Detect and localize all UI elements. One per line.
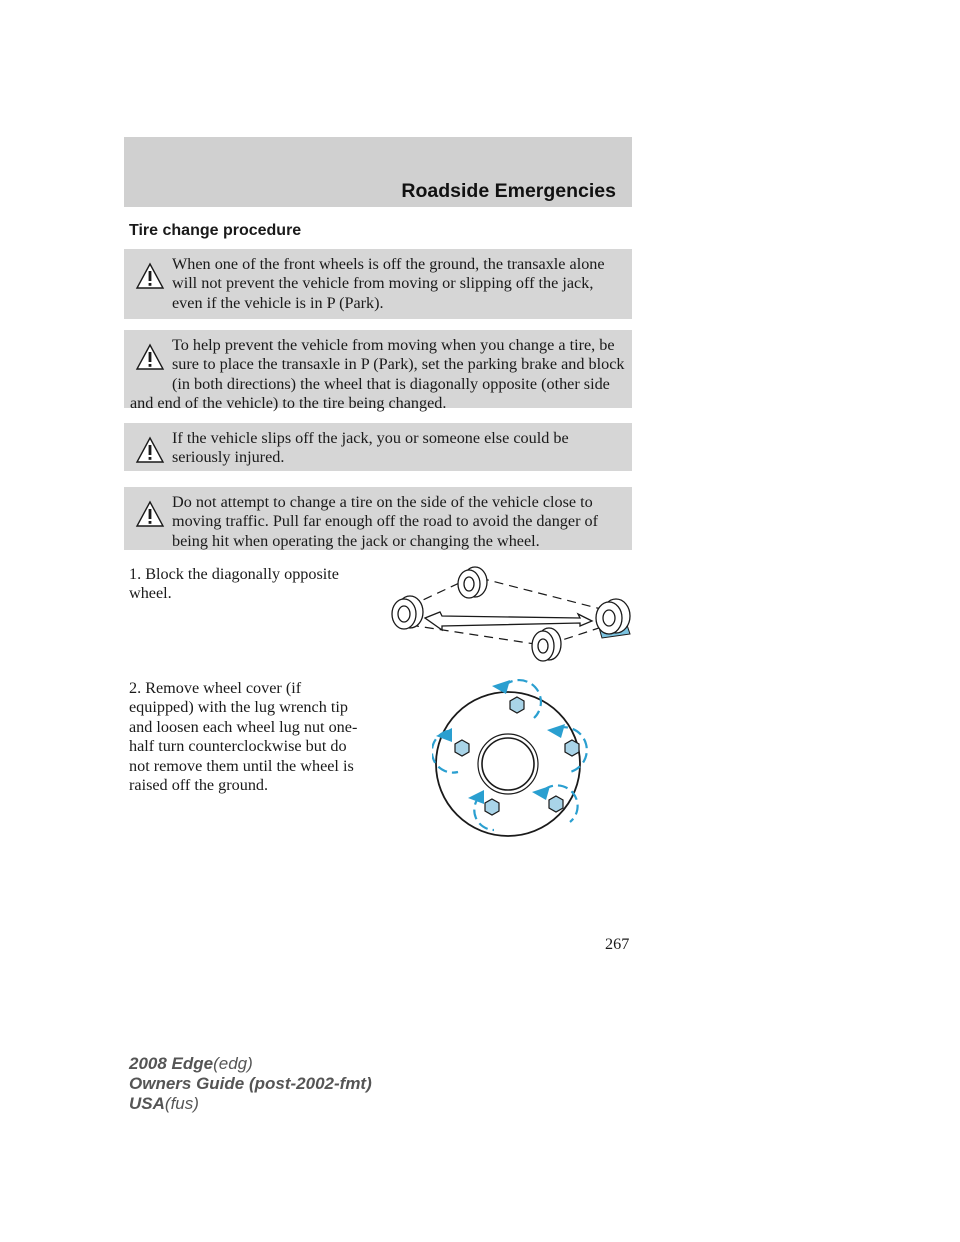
page-header-title: Roadside Emergencies bbox=[401, 180, 616, 202]
header-bar bbox=[124, 137, 632, 207]
warning-triangle-icon bbox=[130, 260, 172, 294]
warning-box-1 bbox=[124, 249, 632, 319]
footer-model: 2008 Edge bbox=[129, 1054, 214, 1073]
footer-model-code: (edg) bbox=[213, 1054, 253, 1073]
footer-market: USA bbox=[129, 1094, 165, 1113]
footer-guide: Owners Guide (post-2002-fmt) bbox=[129, 1074, 372, 1093]
section-heading: Tire change procedure bbox=[129, 222, 302, 239]
warning-box-4 bbox=[124, 487, 632, 550]
center-hub-icon bbox=[482, 738, 534, 790]
wheel-icon bbox=[596, 599, 630, 634]
warning-text: Do not attempt to change a tire on the side of the vehicle close to moving traffic. Pull far enough off the road to avoid the danger of being hit when operating the jack or changing the wheel. bbox=[172, 493, 599, 550]
wheel-icon bbox=[458, 567, 487, 598]
footer-market-code: (fus) bbox=[164, 1094, 199, 1113]
footer bbox=[129, 1054, 372, 1114]
warning-box-2 bbox=[124, 330, 632, 413]
lug-nut-loosening-illustration bbox=[432, 672, 612, 852]
warning-triangle-icon bbox=[130, 341, 172, 375]
warning-triangle-icon bbox=[130, 434, 172, 468]
warning-text: If the vehicle slips off the jack, you or someone else could be seriously injured. bbox=[172, 429, 569, 467]
lug-nut-icon bbox=[565, 740, 579, 756]
warning-text: To help prevent the vehicle from moving when you change a tire, be sure to place the transaxle in P (Park), set the parking brake and block (in both directions) the wheel that is diagonally opposite (other side and end of the vehicle) to the tire being changed. bbox=[130, 336, 625, 413]
diagonal-wheel-block-illustration bbox=[380, 560, 640, 670]
step-2-text: 2. Remove wheel cover (if equipped) with the lug wrench tip and loosen each wheel lug nut one-half turn counterclockwise but do not remove them until the wheel is raised off the ground. bbox=[129, 679, 358, 795]
lug-nut-icon bbox=[455, 740, 469, 756]
step-1-text: 1. Block the diagonally opposite wheel. bbox=[129, 565, 339, 603]
lug-nut-icon bbox=[485, 799, 499, 815]
warning-triangle-icon bbox=[130, 498, 172, 532]
wheel-icon bbox=[532, 628, 561, 661]
page-number: 267 bbox=[605, 935, 630, 953]
lug-nut-icon bbox=[549, 796, 563, 812]
lug-nut-icon bbox=[510, 697, 524, 713]
wheel-icon bbox=[392, 596, 423, 629]
warning-text: When one of the front wheels is off the ground, the transaxle alone will not prevent the vehicle from moving or slipping off the jack, even if the vehicle is in P (Park). bbox=[172, 255, 605, 312]
warning-box-3 bbox=[124, 423, 632, 471]
